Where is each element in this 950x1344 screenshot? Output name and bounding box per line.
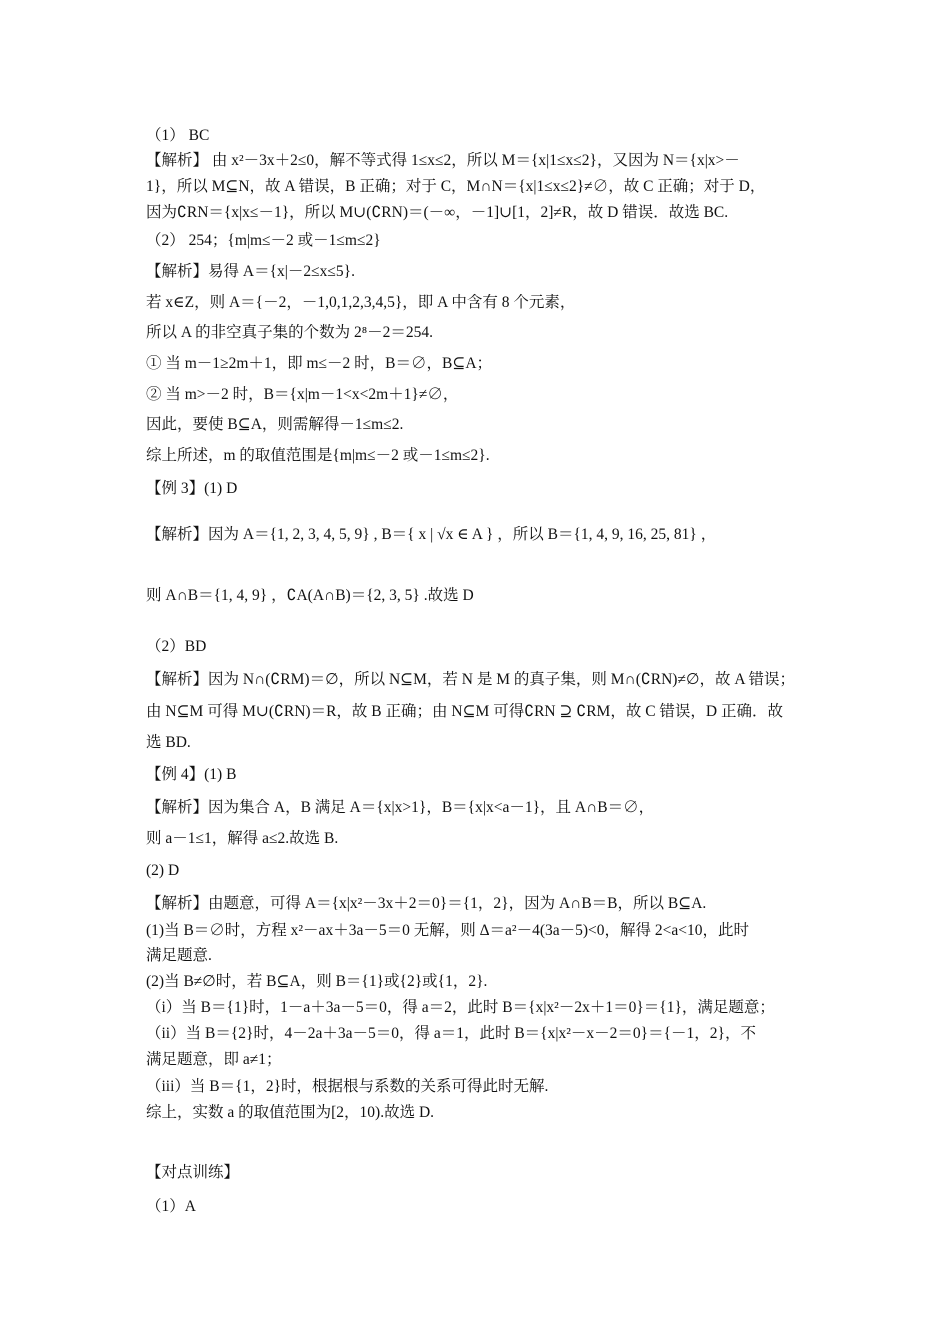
text-line: （2）BD — [146, 638, 207, 655]
text-line: （2） 254；{m|m≤－2 或－1≤m≤2} — [146, 232, 381, 249]
text-line: （i）当 B＝{1}时，1－a＋3a－5＝0，得 a＝2，此时 B＝{x|x²－2x＋1＝0}＝{1}，满足题意； — [146, 999, 775, 1016]
text-line: 满足题意. — [146, 947, 212, 964]
text-line: 若 x∈Z，则 A＝{－2，－1,0,1,2,3,4,5}，即 A 中含有 8 个元素， — [146, 294, 576, 311]
text-line: 1}，所以 M⊆N，故 A 错误，B 正确；对于 C，M∩N＝{x|1≤x≤2}≠∅，故 C 正确；对于 D， — [146, 178, 766, 195]
text-line: (2) D — [146, 862, 180, 879]
text-line: 选 BD. — [146, 734, 191, 751]
text-line: 【解析】因为 N∩(∁RM)＝∅，所以 N⊆M，若 N 是 M 的真子集，则 M∩(∁RN)≠∅，故 A 错误； — [146, 671, 796, 688]
text-line: (2)当 B≠∅时，若 B⊆A，则 B＝{1}或{2}或{1，2}. — [146, 973, 488, 990]
text-line: 综上，实数 a 的取值范围为[2，10).故选 D. — [146, 1104, 435, 1121]
text-line: 【对点训练】 — [146, 1164, 240, 1181]
text-line: 【解析】 由 x²－3x＋2≤0，解不等式得 1≤x≤2，所以 M＝{x|1≤x≤2}，又因为 N＝{x|x>－ — [146, 152, 740, 169]
text-line: 【例 4】(1) B — [146, 766, 237, 783]
text-line: 所以 A 的非空真子集的个数为 2⁸－2＝254. — [146, 324, 433, 341]
text-line: 综上所述，m 的取值范围是{m|m≤－2 或－1≤m≤2}. — [146, 447, 490, 464]
text-line: ① 当 m－1≥2m＋1，即 m≤－2 时，B＝∅，B⊆A； — [146, 355, 493, 372]
text-line: 因为∁RN＝{x|x≤－1}，所以 M∪(∁RN)＝(－∞，－1]∪[1，2]≠R，故 D 错误．故选 BC. — [146, 204, 729, 221]
text-line: 【例 3】(1) D — [146, 480, 238, 497]
text-line: (1)当 B＝∅时，方程 x²－ax＋3a－5＝0 无解，则 Δ＝a²－4(3a－5)<0，解得 2<a<10，此时 — [146, 922, 749, 939]
text-line: 【解析】因为集合 A，B 满足 A＝{x|x>1}，B＝{x|x<a－1}，且 A∩B＝∅， — [146, 799, 655, 816]
text-line: 则 A∩B＝{1, 4, 9} ，∁A(A∩B)＝{2, 3, 5} .故选 D — [146, 587, 474, 604]
text-line: （1） BC — [146, 127, 210, 144]
text-line: 【解析】因为 A＝{1, 2, 3, 4, 5, 9} , B＝{ x | √x ∈ A } ，所以 B＝{1, 4, 9, 16, 25, 81} ， — [146, 526, 717, 543]
text-line: 【解析】由题意，可得 A＝{x|x²－3x＋2＝0}＝{1，2}，因为 A∩B＝B，所以 B⊆A. — [146, 895, 707, 912]
text-line: 满足题意，即 a≠1； — [146, 1051, 282, 1068]
text-line: （ii）当 B＝{2}时，4－2a＋3a－5＝0，得 a＝1，此时 B＝{x|x²－x－2＝0}＝{－1，2}，不 — [146, 1025, 756, 1042]
text-line: 则 a－1≤1，解得 a≤2.故选 B. — [146, 830, 339, 847]
text-line: （1）A — [146, 1198, 196, 1215]
text-line: 因此，要使 B⊆A，则需解得－1≤m≤2. — [146, 416, 404, 433]
text-line: 【解析】易得 A＝{x|－2≤x≤5}. — [146, 263, 355, 280]
text-line: 由 N⊆M 可得 M∪(∁RN)＝R，故 B 正确；由 N⊆M 可得∁RN ⊇ ∁RM，故 C 错误，D 正确．故 — [146, 703, 783, 720]
text-line: （iii）当 B＝{1，2}时，根据根与系数的关系可得此时无解. — [146, 1078, 549, 1095]
text-line: ② 当 m>－2 时，B＝{x|m－1<x<2m＋1}≠∅， — [146, 386, 459, 403]
